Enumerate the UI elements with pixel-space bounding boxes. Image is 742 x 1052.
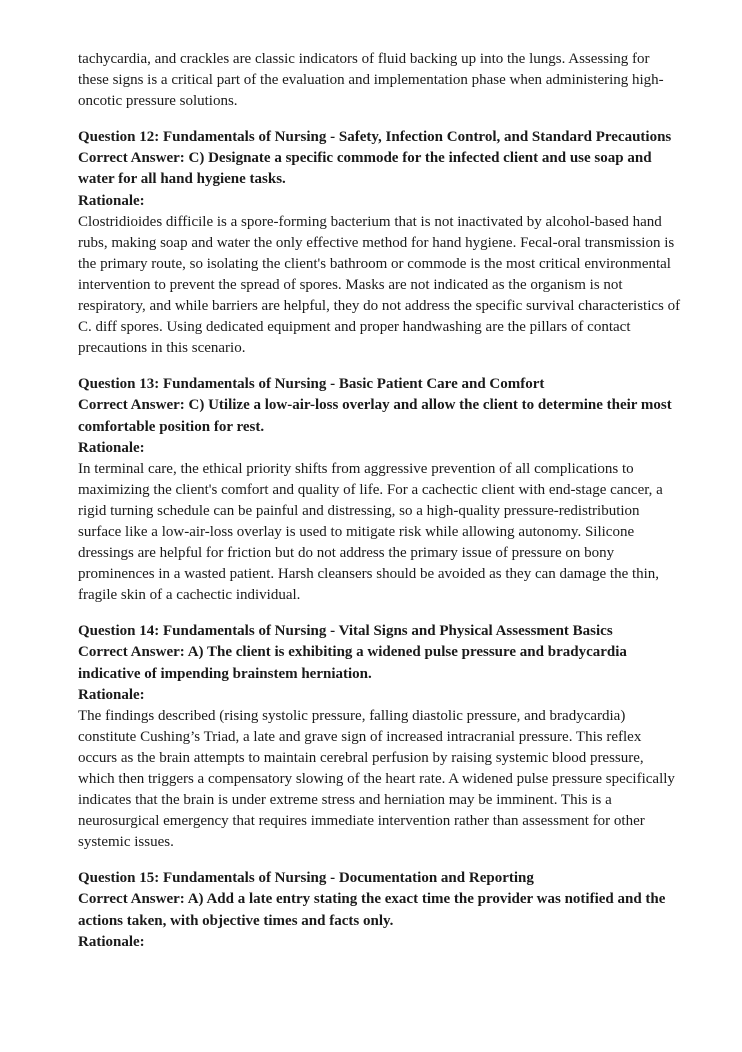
- question-title: Question 12: Fundamentals of Nursing - Safety, Infection Control, and Standard Precautions: [78, 129, 672, 146]
- correct-answer: Correct Answer: A) Add a late entry stating the exact time the provider was notified and the actions taken, with objective times and facts only.: [78, 891, 666, 929]
- rationale-text: The findings described (rising systolic pressure, falling diastolic pressure, and bradycardia) constitute Cushing’s Triad, a late and grave sign of increased intracranial pressure. This reflex occurs as the brain attempts to maintain cerebral perfusion by raising systemic blood pressure, which then triggers a compensatory slowing of the heart rate. A widened pulse pressure specifically indicates that the brain is under extreme stress and herniation may be imminent. This is a neurosurgical emergency that requires immediate intervention rather than assessment for other systemic issues.: [78, 707, 675, 851]
- rationale-label: Rationale:: [78, 192, 145, 209]
- question-block-14: [78, 621, 682, 853]
- question-block-13: [78, 374, 682, 606]
- rationale-label: Rationale:: [78, 933, 145, 950]
- question-title: Question 15: Fundamentals of Nursing - Documentation and Reporting: [78, 870, 534, 887]
- rationale-text: In terminal care, the ethical priority shifts from aggressive prevention of all complications to maximizing the client's comfort and quality of life. For a cachectic client with end-stage cancer, a rigid turning schedule can be painful and distressing, so a high-quality pressure-redistribution surface like a low-air-loss overlay is used to mitigate risk while allowing autonomy. Silicone dressings are helpful for friction but do not address the primary issue of pressure on bony prominences in a wasted patient. Harsh cleansers should be avoided as they can damage the thin, fragile skin of a cachectic individual.: [78, 460, 663, 604]
- question-title: Question 13: Fundamentals of Nursing - Basic Patient Care and Comfort: [78, 376, 545, 393]
- correct-answer: Correct Answer: C) Designate a specific commode for the infected client and use soap and water for all hand hygiene tasks.: [78, 150, 652, 188]
- document-page: [78, 49, 682, 953]
- question-block-15: [78, 868, 682, 952]
- rationale-text: Clostridioides difficile is a spore-forming bacterium that is not inactivated by alcohol-based hand rubs, making soap and water the only effective method for hand hygiene. Fecal-oral transmission is the primary route, so isolating the client's bathroom or commode is the most critical environmental intervention to prevent the spread of spores. Masks are not indicated as the organism is not respiratory, and while barriers are helpful, they do not address the specific survival characteristics of C. diff spores. Using dedicated equipment and proper handwashing are the pillars of contact precautions in this scenario.: [78, 213, 681, 357]
- rationale-label: Rationale:: [78, 686, 145, 703]
- correct-answer: Correct Answer: C) Utilize a low-air-loss overlay and allow the client to determine their most comfortable position for rest.: [78, 397, 672, 435]
- rationale-label: Rationale:: [78, 439, 145, 456]
- question-title: Question 14: Fundamentals of Nursing - Vital Signs and Physical Assessment Basics: [78, 623, 613, 640]
- correct-answer: Correct Answer: A) The client is exhibiting a widened pulse pressure and bradycardia indicative of impending brainstem herniation.: [78, 644, 627, 682]
- question-block-12: [78, 127, 682, 359]
- intro-paragraph: tachycardia, and crackles are classic indicators of fluid backing up into the lungs. Assessing for these signs is a critical part of the evaluation and implementation phase when administering high-oncotic pressure solutions.: [78, 51, 664, 110]
